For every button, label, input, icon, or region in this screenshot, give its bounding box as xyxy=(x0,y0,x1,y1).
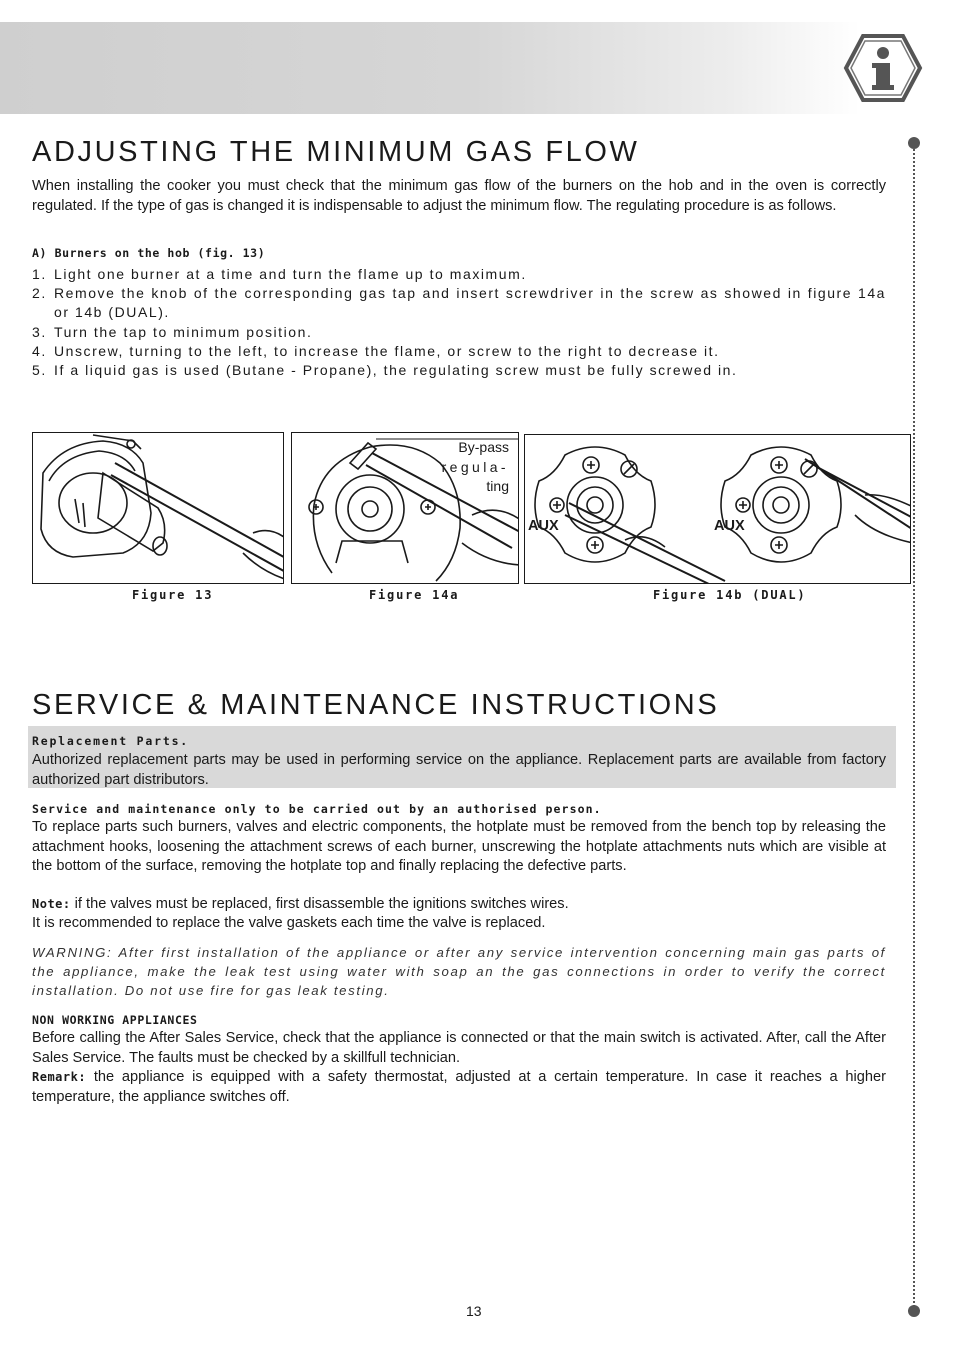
replacement-text: Authorized replacement parts may be used in performing service on the appliance. Replacement parts are available from factory authorized part distributors. xyxy=(32,752,886,788)
service-text: To replace parts such burners, valves and electric components, the hotplate must be removed from the bench top by releasing the attachment hooks, loosening the attachment screws of each burner, unscrewing the hotplate attachments nuts which are visible at the bottom of the surface, removing the hotplate top and finally replacing the defective parts. xyxy=(32,819,886,874)
bypass-label xyxy=(442,438,509,497)
bypass-label-line3: ting xyxy=(486,478,509,494)
step-text: Unscrew, turning to the left, to increase the flame, or screw to the right to decrease it. xyxy=(54,342,720,359)
info-icon xyxy=(843,33,923,103)
aux-label-right: AUX xyxy=(714,518,745,534)
figure-14b-caption: Figure 14b (DUAL) xyxy=(653,588,807,602)
step-item xyxy=(32,265,886,284)
service-heading: Service and maintenance only to be carried out by an authorised person. xyxy=(32,802,602,816)
step-text: Light one burner at a time and turn the flame up to maximum. xyxy=(54,266,527,282)
figure-14b-illustration xyxy=(524,434,911,584)
nonworking-text: Before calling the After Sales Service, check that the appliance is connected or that the main switch is activated. After, call the After Sales Service. The faults must be checked by a skillfull technician. xyxy=(32,1030,886,1066)
side-rule-bottom-dot xyxy=(908,1305,920,1317)
header-band xyxy=(0,22,860,114)
step-number: 2. xyxy=(32,285,47,302)
aux-label-left: AUX xyxy=(528,518,559,534)
steps-list xyxy=(32,265,886,380)
step-number: 4. xyxy=(32,342,47,359)
step-item xyxy=(32,323,886,342)
figure-14a-illustration xyxy=(291,432,519,584)
burners-subheading: A) Burners on the hob (fig. 13) xyxy=(32,246,266,260)
remark-paragraph xyxy=(32,1068,886,1107)
section1-intro: When installing the cooker you must check that the minimum gas flow of the burners on the hob and in the oven is correctly regulated. If the type of gas is changed it is indispensable to adjust the minimum flow. The regulating procedure is as follows. xyxy=(32,178,886,214)
page-number: 13 xyxy=(466,1303,482,1319)
bypass-label-line1: By-pass xyxy=(458,439,509,455)
gas-tap-screwdriver-drawing xyxy=(33,433,284,584)
figure-14a-caption: Figure 14a xyxy=(369,588,460,602)
figure-13-illustration xyxy=(32,432,284,584)
side-rule-top-dot xyxy=(908,137,920,149)
step-number: 3. xyxy=(32,323,47,340)
step-item xyxy=(32,342,886,361)
note-paragraph xyxy=(32,895,886,915)
remark-label: Remark: xyxy=(32,1070,87,1084)
gasket-text: It is recommended to replace the valve gaskets each time the valve is replaced. xyxy=(32,915,546,931)
bypass-label-line2: regula- xyxy=(441,458,509,475)
section2-title: SERVICE & MAINTENANCE INSTRUCTIONS xyxy=(32,689,720,721)
step-item xyxy=(32,361,886,380)
side-dotted-rule xyxy=(913,142,915,1310)
step-number: 1. xyxy=(32,266,47,282)
step-text: If a liquid gas is used (Butane - Propane), the regulating screw must be fully screwed in. xyxy=(54,362,738,379)
step-item xyxy=(32,284,886,322)
note-label: Note: xyxy=(32,897,71,911)
nonworking-heading: NON WORKING APPLIANCES xyxy=(32,1013,198,1027)
figure-13-caption: Figure 13 xyxy=(132,588,214,602)
note-text: if the valves must be replaced, first disassemble the ignitions switches wires. xyxy=(70,896,569,912)
section1-title: ADJUSTING THE MINIMUM GAS FLOW xyxy=(32,136,640,168)
remark-text: the appliance is equipped with a safety thermostat, adjusted at a certain temperature. In case it reaches a higher temperature, the appliance switches off. xyxy=(32,1069,886,1105)
step-number: 5. xyxy=(32,362,47,379)
replacement-heading: Replacement Parts. xyxy=(32,734,190,748)
dual-burner-valves-drawing xyxy=(525,435,911,584)
step-text: Remove the knob of the corresponding gas tap and insert screwdriver in the screw as showed in figure 14a or 14b (DUAL). xyxy=(54,285,886,321)
warning-text: WARNING: After first installation of the appliance or after any service intervention concerning main gas parts of the appliance, make the leak test using water with soap an the gas connections in order to verify the correct installation. Do not use fire for gas leak testing. xyxy=(32,945,886,998)
step-text: Turn the tap to minimum position. xyxy=(54,323,313,340)
